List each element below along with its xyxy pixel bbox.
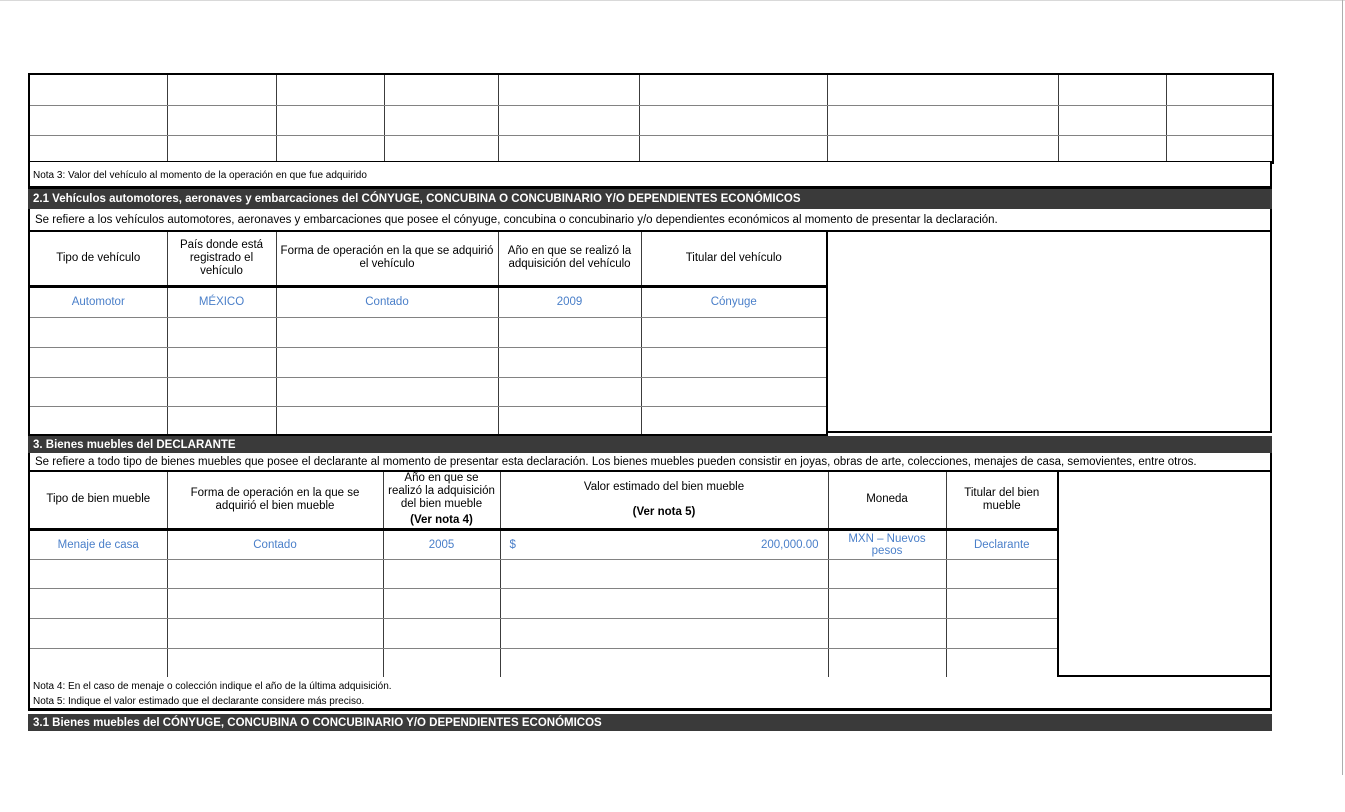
section-3-description-row (28, 453, 1272, 470)
grid-cell[interactable] (167, 105, 276, 135)
grid-cell[interactable] (29, 347, 167, 377)
section-2-1-title: 2.1 Vehículos automotores, aeronaves y embarcaciones del CÓNYUGE, CONCUBINA O CONCUBINARIO Y/O DEPENDIENTES ECONÓMICOS (33, 193, 801, 205)
grid-cell[interactable] (828, 559, 946, 588)
header-forma-operacion: Forma de operación en la que se adquirió el vehículo (276, 231, 498, 286)
section-3-header-bar (28, 436, 1272, 453)
header-anio-adquisicion-bien (383, 471, 500, 529)
cell-pais-registro[interactable]: MÉXICO (167, 286, 276, 317)
grid-cell[interactable] (276, 105, 384, 135)
grid-cell[interactable] (827, 105, 1058, 135)
table-row (29, 347, 827, 377)
grid-cell[interactable] (29, 105, 167, 135)
note-3-row (28, 162, 1272, 189)
grid-cell[interactable] (167, 406, 276, 435)
grid-cell[interactable] (384, 135, 498, 162)
grid-cell[interactable] (500, 648, 828, 678)
table-row (29, 618, 1058, 648)
grid-cell[interactable] (639, 74, 827, 105)
section-3-title: 3. Bienes muebles del DECLARANTE (33, 438, 236, 451)
header-moneda: Moneda (828, 471, 946, 529)
grid-cell[interactable] (1166, 135, 1273, 162)
section-2-1-description: Se refiere a los vehículos automotores, aeronaves y embarcaciones que posee el cónyuge, concubina o concubinario y/o dependientes económicos al momento de presentar la declaración. (35, 213, 998, 226)
page-right-edge (1342, 0, 1343, 775)
cell-moneda[interactable]: MXN – Nuevos pesos (828, 529, 946, 559)
grid-cell[interactable] (641, 406, 827, 435)
header-anio-adquisicion: Año en que se realizó la adquisición del vehículo (498, 231, 641, 286)
header-valor-note: (Ver nota 5) (632, 505, 696, 518)
page-top-edge (0, 0, 1345, 1)
grid-cell[interactable] (500, 559, 828, 588)
grid-cell[interactable] (29, 406, 167, 435)
grid-cell[interactable] (498, 347, 641, 377)
section-2-1-empty-area (826, 230, 1272, 433)
grid-cell[interactable] (29, 559, 167, 588)
movable-goods-declarant-table (28, 470, 1059, 679)
table-row (29, 648, 1058, 678)
cell-forma-operacion-bien[interactable]: Contado (167, 529, 383, 559)
grid-cell[interactable] (498, 377, 641, 406)
note-4-text: Nota 4: En el caso de menaje o colección indique el año de la última adquisición. (33, 681, 392, 692)
cell-tipo-bien[interactable]: Menaje de casa (29, 529, 167, 559)
grid-cell[interactable] (384, 74, 498, 105)
grid-cell[interactable] (827, 74, 1058, 105)
header-pais-registro: País donde está registrado el vehículo (167, 231, 276, 286)
grid-cell[interactable] (498, 406, 641, 435)
grid-cell[interactable] (276, 347, 498, 377)
section-3-1-header-bar (28, 714, 1272, 731)
table-row (29, 406, 827, 435)
header-tipo-bien: Tipo de bien mueble (29, 471, 167, 529)
grid-cell[interactable] (827, 135, 1058, 162)
section-3-description: Se refiere a todo tipo de bienes muebles que posee el declarante al momento de presentar esta declaración. Los bienes muebles pueden consistir en joyas, obras de arte, colecciones, menajes de casa, semovientes, entre otros. (35, 455, 1197, 468)
note-5-text: Nota 5: Indique el valor estimado que el declarante considere más preciso. (33, 696, 365, 707)
grid-cell[interactable] (1058, 105, 1166, 135)
grid-cell[interactable] (167, 588, 383, 618)
grid-cell[interactable] (29, 588, 167, 618)
grid-cell[interactable] (946, 588, 1058, 618)
grid-cell[interactable] (276, 74, 384, 105)
grid-cell[interactable] (946, 559, 1058, 588)
header-titular-bien: Titular del bien mueble (946, 471, 1058, 529)
grid-cell[interactable] (1166, 105, 1273, 135)
currency-symbol: $ (509, 538, 516, 551)
vehicles-declarant-grid-continued (28, 73, 1274, 164)
table-row (29, 559, 1058, 588)
cell-forma-operacion[interactable]: Contado (276, 286, 498, 317)
grid-cell[interactable] (276, 377, 498, 406)
table-header-row (29, 231, 827, 286)
section-2-1-header-bar (28, 189, 1272, 209)
table-row (29, 286, 827, 317)
grid-cell[interactable] (167, 347, 276, 377)
grid-cell[interactable] (641, 377, 827, 406)
grid-cell[interactable] (383, 588, 500, 618)
grid-cell[interactable] (383, 648, 500, 678)
grid-cell[interactable] (29, 648, 167, 678)
header-anio-text: Año en que se realizó la adquisición del bien mueble (388, 472, 495, 511)
notes-4-5-row (28, 677, 1272, 711)
table-header-row (29, 471, 1058, 529)
section-3-1-title: 3.1 Bienes muebles del CÓNYUGE, CONCUBINA O CONCUBINARIO Y/O DEPENDIENTES ECONÓMICOS (33, 716, 602, 729)
grid-cell[interactable] (498, 74, 639, 105)
grid-cell[interactable] (167, 317, 276, 347)
cell-tipo-vehiculo[interactable]: Automotor (29, 286, 167, 317)
section-3-empty-area (1057, 470, 1272, 677)
table-row (29, 377, 827, 406)
grid-cell[interactable] (167, 559, 383, 588)
section-2-1-description-row (28, 209, 1272, 230)
grid-cell[interactable] (276, 317, 498, 347)
grid-cell[interactable] (167, 648, 383, 678)
grid-cell[interactable] (498, 317, 641, 347)
header-valor-text: Valor estimado del bien mueble (583, 480, 745, 493)
cell-valor-estimado[interactable] (500, 529, 828, 559)
grid-cell[interactable] (1058, 74, 1166, 105)
header-anio-note: (Ver nota 4) (410, 514, 473, 527)
header-tipo-vehiculo: Tipo de vehículo (29, 231, 167, 286)
grid-cell[interactable] (1166, 74, 1273, 105)
cell-anio-adquisicion[interactable]: 2009 (498, 286, 641, 317)
grid-cell[interactable] (498, 105, 639, 135)
grid-cell[interactable] (167, 618, 383, 648)
note-3-text: Nota 3: Valor del vehículo al momento de la operación en que fue adquirido (33, 169, 367, 181)
grid-cell[interactable] (1058, 135, 1166, 162)
grid-cell[interactable] (276, 406, 498, 435)
grid-cell[interactable] (946, 648, 1058, 678)
cell-titular-bien[interactable]: Declarante (946, 529, 1058, 559)
grid-cell[interactable] (29, 74, 167, 105)
grid-cell[interactable] (641, 317, 827, 347)
grid-cell[interactable] (946, 618, 1058, 648)
grid-cell[interactable] (167, 74, 276, 105)
header-titular-vehiculo: Titular del vehículo (641, 231, 827, 286)
grid-cell[interactable] (828, 618, 946, 648)
grid-cell[interactable] (498, 135, 639, 162)
grid-cell[interactable] (500, 618, 828, 648)
grid-cell[interactable] (276, 135, 384, 162)
table-row (29, 529, 1058, 559)
cell-anio-adquisicion-bien[interactable]: 2005 (383, 529, 500, 559)
grid-cell[interactable] (29, 317, 167, 347)
grid-cell[interactable] (29, 618, 167, 648)
vehicles-spouse-table (28, 230, 828, 436)
grid-cell[interactable] (828, 648, 946, 678)
table-row (29, 588, 1058, 618)
grid-cell[interactable] (29, 377, 167, 406)
grid-cell[interactable] (828, 588, 946, 618)
cell-titular-vehiculo[interactable]: Cónyuge (641, 286, 827, 317)
grid-cell[interactable] (500, 588, 828, 618)
table-row (29, 317, 827, 347)
grid-cell[interactable] (29, 135, 167, 162)
grid-cell[interactable] (383, 559, 500, 588)
grid-cell[interactable] (641, 347, 827, 377)
grid-cell[interactable] (167, 135, 276, 162)
grid-cell[interactable] (167, 377, 276, 406)
grid-cell[interactable] (384, 105, 498, 135)
grid-cell[interactable] (639, 105, 827, 135)
valor-amount: 200,000.00 (760, 538, 819, 551)
grid-cell[interactable] (639, 135, 827, 162)
header-valor-estimado (500, 471, 828, 529)
header-forma-operacion-bien: Forma de operación en la que se adquirió el bien mueble (167, 471, 383, 529)
grid-cell[interactable] (383, 618, 500, 648)
